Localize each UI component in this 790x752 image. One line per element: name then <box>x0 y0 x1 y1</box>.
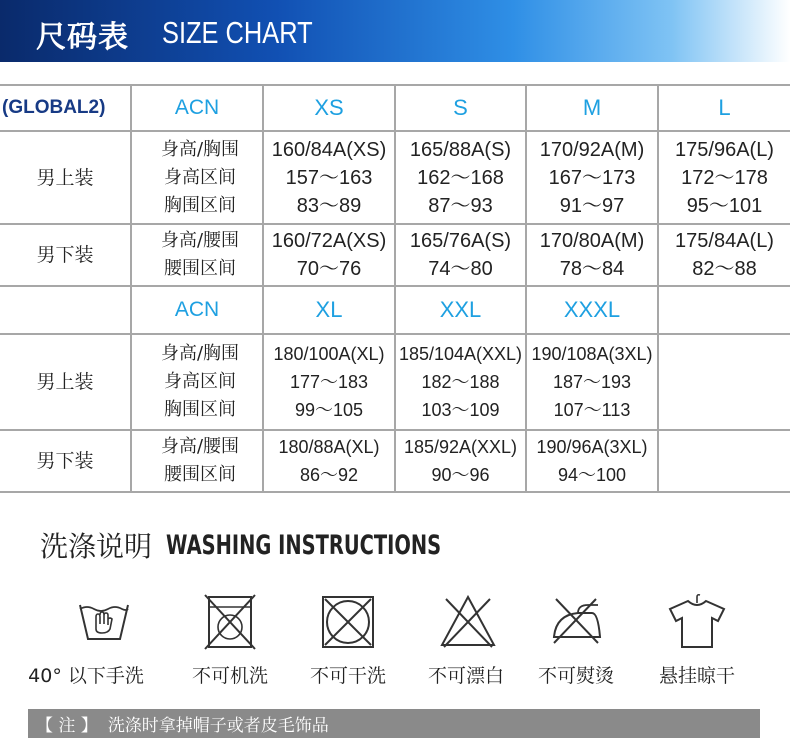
empty-cell <box>658 334 790 430</box>
cell-line: 87～93 <box>428 194 493 217</box>
cell-line: 165/88A(S) <box>409 138 512 161</box>
wash-item-no-dry-clean <box>288 593 408 693</box>
cell-line: 175/96A(L) <box>675 138 774 161</box>
label-line: 胸围区间 <box>164 399 236 420</box>
washing-title-en: WASHING INSTRUCTIONS <box>166 529 442 561</box>
table-header-row <box>0 85 790 131</box>
note-text: 洗涤时拿掉帽子或者皮毛饰品 <box>107 716 329 736</box>
title-cn: 尺码表 <box>36 20 129 55</box>
wash-label: 悬挂晾干 <box>658 665 735 687</box>
size-cell <box>395 131 526 224</box>
hang-dry-icon <box>666 593 728 651</box>
cell-line: 185/92A(XXL) <box>403 437 518 457</box>
wash-item-no-iron <box>516 593 636 693</box>
size-cell <box>658 131 790 224</box>
wash-item-no-machine-wash <box>170 593 290 693</box>
cell-line: 82～88 <box>692 258 757 280</box>
cell-line: 95～101 <box>686 194 763 217</box>
cell-line: 172～178 <box>681 166 768 189</box>
no-dry-clean-icon <box>319 593 377 651</box>
cell-line: 190/108A(3XL) <box>531 344 653 364</box>
empty-cell <box>658 286 790 334</box>
no-machine-wash-icon <box>203 593 257 651</box>
cell-line: 91～97 <box>559 194 625 217</box>
washing-title-cn: 洗涤说明 <box>40 530 153 563</box>
size-header: M <box>526 85 658 131</box>
size-header: L <box>658 85 790 131</box>
label-line: 身高/腰围 <box>160 436 240 457</box>
cell-line: 170/92A(M) <box>539 138 645 161</box>
size-cell <box>263 334 395 430</box>
size-header: XXXL <box>526 286 658 334</box>
cell-line: 78～84 <box>559 258 625 280</box>
cell-line: 103～109 <box>421 400 500 420</box>
no-iron-icon <box>548 593 604 647</box>
label-line: 身高/胸围 <box>160 138 240 160</box>
row-labels <box>131 131 263 224</box>
acn-label: ACN <box>131 286 263 334</box>
cell-line: 180/100A(XL) <box>273 344 385 364</box>
wash-label: 不可漂白 <box>427 665 504 687</box>
size-cell <box>395 430 526 492</box>
size-cell <box>526 131 658 224</box>
wash-item-hand-wash <box>18 593 144 693</box>
size-cell <box>263 224 395 286</box>
label-line: 身高/腰围 <box>160 230 240 251</box>
size-cell <box>658 224 790 286</box>
cell-line: 182～188 <box>421 372 500 392</box>
row-labels <box>131 224 263 286</box>
label-line: 腰围区间 <box>164 464 236 485</box>
wash-label: 40° 以下手洗 <box>28 665 144 687</box>
size-header: XXL <box>395 286 526 334</box>
table-header-row <box>0 286 790 334</box>
cell-line: 90～96 <box>431 465 490 485</box>
table-row <box>0 131 790 224</box>
wash-label: 不可机洗 <box>191 665 268 687</box>
cell-line: 157～163 <box>285 166 373 189</box>
category-tops: 男上装 <box>0 334 131 430</box>
label-line: 腰围区间 <box>164 258 236 279</box>
label-line: 身高/胸围 <box>160 343 240 364</box>
table-row <box>0 334 790 430</box>
acn-label: ACN <box>131 85 263 131</box>
category-bottoms: 男下装 <box>0 224 131 286</box>
size-cell <box>395 224 526 286</box>
cell-line: 160/72A(XS) <box>271 230 387 252</box>
cell-line: 180/88A(XL) <box>278 437 380 457</box>
empty-cell <box>0 286 131 334</box>
cell-line: 175/84A(L) <box>675 230 774 252</box>
note-tag: 【 注 】 <box>36 716 98 736</box>
note-bar <box>28 709 760 738</box>
empty-cell <box>658 430 790 492</box>
wash-item-no-bleach <box>406 593 526 693</box>
size-cell <box>263 430 395 492</box>
cell-line: 190/96A(3XL) <box>536 437 648 457</box>
label-line: 胸围区间 <box>164 194 236 216</box>
size-header: XS <box>263 85 395 131</box>
title-en: SIZE CHART <box>162 15 313 50</box>
row-labels <box>131 334 263 430</box>
wash-label: 不可熨烫 <box>537 665 614 687</box>
hand-wash-icon <box>74 593 134 645</box>
table-row <box>0 430 790 492</box>
cell-line: 107～113 <box>553 400 631 420</box>
cell-line: 170/80A(M) <box>539 230 645 252</box>
size-cell <box>526 334 658 430</box>
cell-line: 187～193 <box>552 372 632 392</box>
cell-line: 162～168 <box>417 166 504 189</box>
wash-label: 不可干洗 <box>309 665 386 687</box>
size-chart-table <box>0 84 790 493</box>
cell-line: 185/104A(XXL) <box>398 344 523 364</box>
no-bleach-icon <box>438 593 498 649</box>
row-labels <box>131 430 263 492</box>
size-cell <box>395 334 526 430</box>
label-line: 身高区间 <box>164 371 236 392</box>
label-line: 身高区间 <box>164 166 236 188</box>
cell-line: 70～76 <box>296 258 362 280</box>
size-cell <box>526 430 658 492</box>
washing-title <box>40 525 548 565</box>
size-header: XL <box>263 286 395 334</box>
size-header: S <box>395 85 526 131</box>
category-bottoms: 男下装 <box>0 430 131 492</box>
cell-line: 167～173 <box>548 166 636 189</box>
header-banner <box>0 0 790 62</box>
cell-line: 83～89 <box>296 194 362 217</box>
size-cell <box>263 131 395 224</box>
cell-line: 177～183 <box>289 372 369 392</box>
global-label: (GLOBAL2) <box>0 85 131 131</box>
cell-line: 160/84A(XS) <box>271 138 387 161</box>
wash-item-hang-dry <box>637 593 757 693</box>
cell-line: 165/76A(S) <box>409 230 512 252</box>
size-cell <box>526 224 658 286</box>
cell-line: 74～80 <box>428 258 493 280</box>
category-tops: 男上装 <box>0 131 131 224</box>
cell-line: 99～105 <box>294 400 364 420</box>
cell-line: 94～100 <box>557 465 627 485</box>
table-row <box>0 224 790 286</box>
cell-line: 86～92 <box>299 465 359 485</box>
